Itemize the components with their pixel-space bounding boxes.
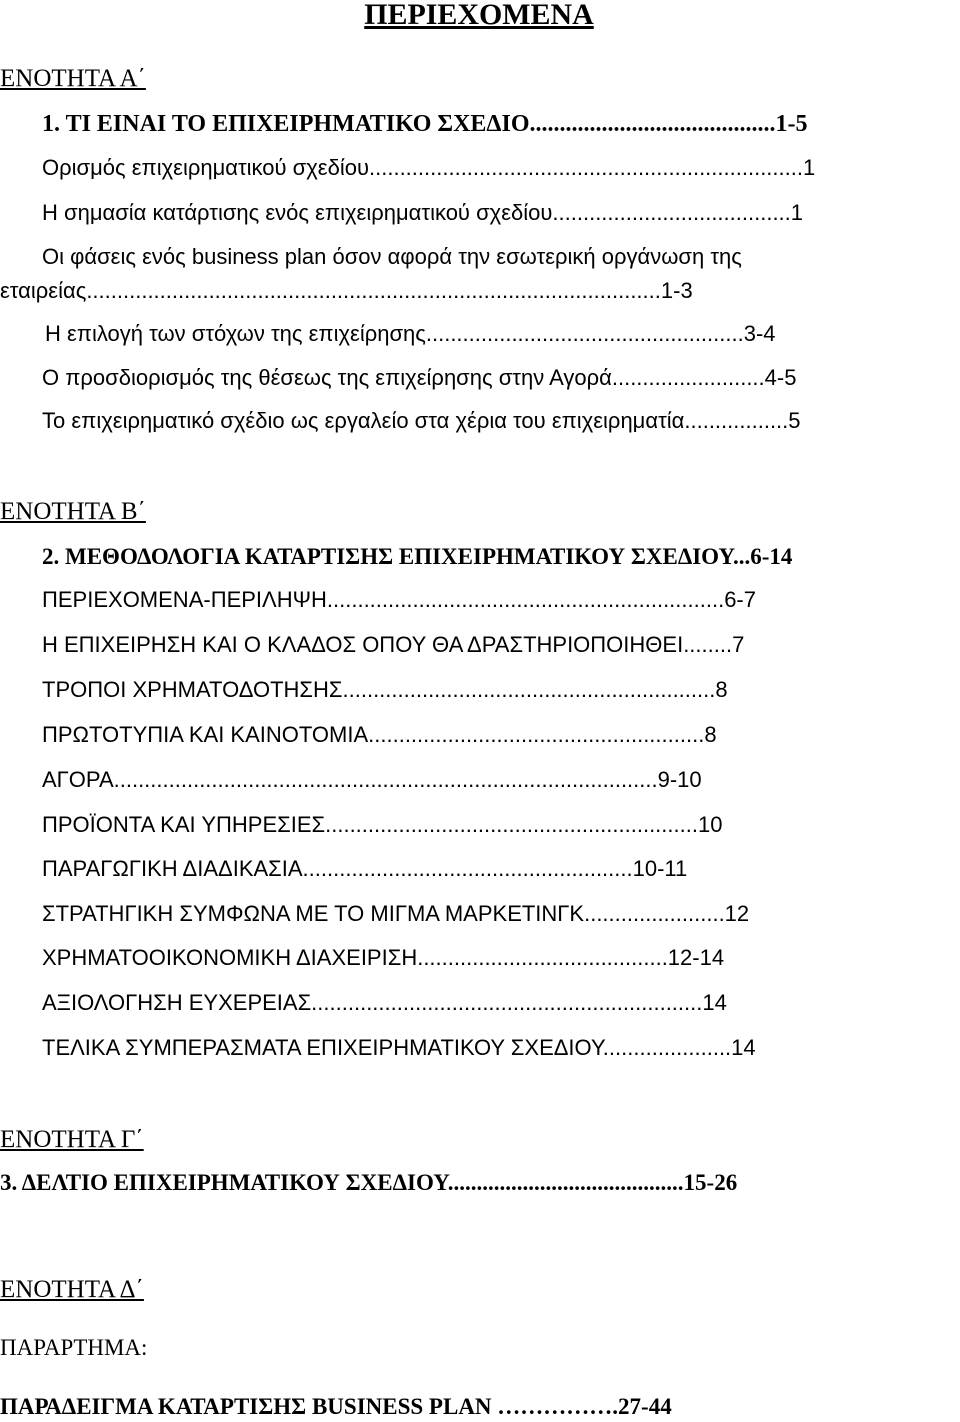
toc-entry[interactable]: εταιρείας..............................................................................................1-3 bbox=[0, 278, 693, 303]
toc-entry[interactable]: Οι φάσεις ενός business plan όσον αφορά την εσωτερική οργάνωση της bbox=[42, 244, 742, 269]
unit-a-heading: ΕΝΟΤΗΤΑ Α΄ bbox=[0, 65, 146, 92]
toc-entry[interactable]: Ορισμός επιχειρηματικού σχεδίου.......................................................................1 bbox=[42, 155, 816, 180]
toc-entry[interactable]: Το επιχειρηματικό σχέδιο ως εργαλείο στα χέρια του επιχειρηματία.................5 bbox=[42, 408, 801, 433]
toc-entry[interactable]: Η επιλογή των στόχων της επιχείρησης....................................................3-4 bbox=[45, 321, 776, 346]
toc-entry[interactable]: ΠΡΩΤΟΤΥΠΙΑ ΚΑΙ ΚΑΙΝΟΤΟΜΙΑ.......................................................8 bbox=[42, 722, 717, 747]
toc-entry[interactable]: ΧΡΗΜΑΤΟΟΙΚΟΝΟΜΙΚΗ ΔΙΑΧΕΙΡΙΣΗ.........................................12-14 bbox=[42, 945, 725, 970]
toc-entry[interactable]: ΠΕΡΙΕΧΟΜΕΝΑ-ΠΕΡΙΛΗΨΗ.................................................................6-7 bbox=[42, 587, 756, 612]
toc-entry[interactable]: Η ΕΠΙΧΕΙΡΗΣΗ ΚΑΙ Ο ΚΛΑΔΟΣ ΟΠΟΥ ΘΑ ΔΡΑΣΤΗΡΙΟΠΟΙΗΘΕΙ........7 bbox=[42, 632, 745, 657]
appendix-chapter[interactable]: ΠΑΡΑΔΕΙΓΜΑ ΚΑΤΑΡΤΙΣΗΣ BUSINESS PLAN …………….27-44 bbox=[0, 1394, 672, 1419]
unit-d-heading: ΕΝΟΤΗΤΑ Δ΄ bbox=[0, 1276, 144, 1303]
toc-entry[interactable]: ΠΡΟΪΟΝΤΑ ΚΑΙ ΥΠΗΡΕΣΙΕΣ.............................................................10 bbox=[42, 812, 723, 837]
toc-entry[interactable]: Η σημασία κατάρτισης ενός επιχειρηματικού σχεδίου.......................................1 bbox=[42, 200, 804, 225]
unit-c-heading: ΕΝΟΤΗΤΑ Γ΄ bbox=[0, 1126, 144, 1153]
chapter-3[interactable]: 3. ΔΕΛΤΙΟ ΕΠΙΧΕΙΡΗΜΑΤΙΚΟΥ ΣΧΕΔΙΟΥ.........................................15-26 bbox=[0, 1170, 738, 1195]
toc-entry[interactable]: ΑΞΙΟΛΟΓΗΣΗ ΕΥΧΕΡΕΙΑΣ................................................................14 bbox=[42, 990, 727, 1015]
toc-entry[interactable]: ΑΓΟΡΑ.........................................................................................9-10 bbox=[42, 767, 702, 792]
page-title: ΠΕΡΙΕΧΟΜΕΝΑ bbox=[364, 0, 594, 31]
toc-entry[interactable]: Ο προσδιορισμός της θέσεως της επιχείρησης στην Αγορά.........................4-5 bbox=[42, 365, 797, 390]
unit-b-heading: ΕΝΟΤΗΤΑ Β΄ bbox=[0, 498, 146, 525]
chapter-2[interactable]: 2. ΜΕΘΟΔΟΛΟΓΙΑ ΚΑΤΑΡΤΙΣΗΣ ΕΠΙΧΕΙΡΗΜΑΤΙΚΟΥ ΣΧΕΔΙΟΥ...6-14 bbox=[42, 544, 793, 569]
toc-entry[interactable]: ΤΕΛΙΚΑ ΣΥΜΠΕΡΑΣΜΑΤΑ ΕΠΙΧΕΙΡΗΜΑΤΙΚΟΥ ΣΧΕΔΙΟΥ.....................14 bbox=[42, 1035, 756, 1060]
chapter-1[interactable]: 1. ΤΙ ΕΙΝΑΙ ΤΟ ΕΠΙΧΕΙΡΗΜΑΤΙΚΟ ΣΧΕΔΙΟ.........................................1-5 bbox=[42, 111, 808, 137]
appendix-label: ΠΑΡΑΡΤΗΜΑ: bbox=[0, 1335, 148, 1360]
toc-entry[interactable]: ΣΤΡΑΤΗΓΙΚΗ ΣΥΜΦΩΝΑ ΜΕ ΤΟ ΜΙΓΜΑ ΜΑΡΚΕΤΙΝΓΚ.......................12 bbox=[42, 901, 750, 926]
toc-entry[interactable]: ΠΑΡΑΓΩΓΙΚΗ ΔΙΑΔΙΚΑΣΙΑ......................................................10-11 bbox=[42, 856, 688, 881]
toc-entry[interactable]: ΤΡΟΠΟΙ ΧΡΗΜΑΤΟΔΟΤΗΣΗΣ.............................................................8 bbox=[42, 677, 728, 702]
